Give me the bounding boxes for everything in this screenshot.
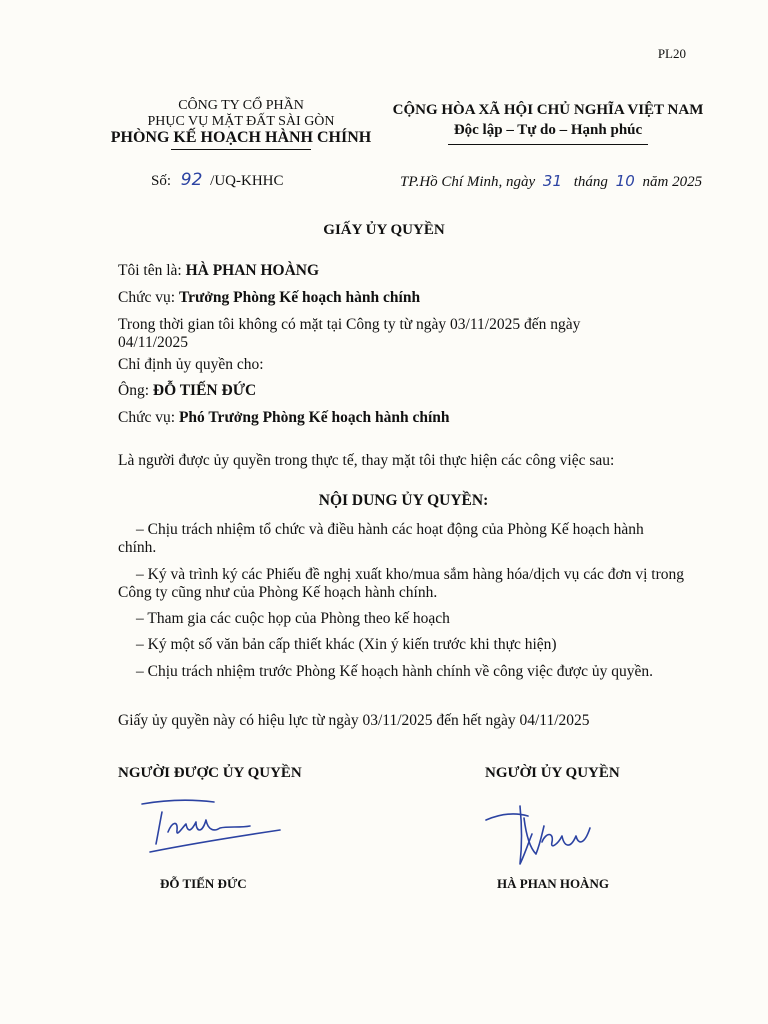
grantor-position-line <box>118 289 708 307</box>
designate-line: Chỉ định ủy quyền cho: <box>118 356 264 373</box>
number-suffix: /UQ-KHHC <box>210 173 284 189</box>
year-text: năm 2025 <box>642 174 703 190</box>
validity-text: Giấy ủy quyền này có hiệu lực từ ngày 03/11/2025 đến hết ngày 04/11/2025 <box>118 712 590 729</box>
handwritten-month: 10 <box>615 172 635 190</box>
company-line-1: CÔNG TY CỔ PHẦN <box>178 98 304 113</box>
grantor-printed-name: HÀ PHAN HOÀNG <box>497 876 609 891</box>
grantor-signature-title: NGƯỜI ỦY QUYỀN <box>485 765 620 781</box>
intro-text: Là người được ủy quyền trong thực tế, thay mặt tôi thực hiện các công việc sau: <box>118 452 615 469</box>
grantee-name-line <box>118 382 708 400</box>
grantee-signature-title: NGƯỜI ĐƯỢC ỦY QUYỀN <box>118 765 302 781</box>
company-header <box>100 98 382 150</box>
document-code: PL20 <box>657 46 686 61</box>
section-title: NỘI DUNG ỦY QUYỀN: <box>318 492 489 509</box>
grantor-signature-image <box>480 798 610 878</box>
document-date <box>400 172 702 191</box>
grantor-position: Trưởng Phòng Kế hoạch hành chính <box>178 289 421 306</box>
document-number <box>151 170 284 190</box>
company-line-2: PHỤC VỤ MẶT ĐẤT SÀI GÒN <box>147 114 335 129</box>
grantee-name-label: Ông: <box>118 382 149 399</box>
month-label: tháng <box>573 174 608 190</box>
grantee-name: ĐỖ TIẾN ĐỨC <box>152 382 257 399</box>
grantee-position-line <box>118 409 708 427</box>
list-item: – Ký một số văn bản cấp thiết khác (Xin ý kiến trước khi thực hiện) <box>136 636 557 653</box>
national-header <box>392 100 704 145</box>
grantor-name-label: Tôi tên là: <box>118 262 182 279</box>
list-item: – Chịu trách nhiệm trước Phòng Kế hoạch hành chính về công việc được ủy quyền. <box>136 663 654 680</box>
grantee-printed-name: ĐỖ TIẾN ĐỨC <box>160 876 247 891</box>
grantee-position: Phó Trưởng Phòng Kế hoạch hành chính <box>178 409 450 426</box>
grantee-signature-image <box>130 790 290 860</box>
absence-period: Trong thời gian tôi không có mặt tại Công ty từ ngày 03/11/2025 đến ngày 04/11/2025 <box>118 316 581 351</box>
grantor-name-line <box>118 262 708 280</box>
grantee-position-label: Chức vụ: <box>118 409 176 426</box>
header-divider <box>171 149 311 150</box>
list-item: – Tham gia các cuộc họp của Phòng theo kế hoạch <box>136 610 450 627</box>
handwritten-day: 31 <box>542 172 562 190</box>
department-name: PHÒNG KẾ HOẠCH HÀNH CHÍNH <box>110 129 372 146</box>
list-item: – Ký và trình ký các Phiếu đề nghị xuất kho/mua sắm hàng hóa/dịch vụ các đơn vị trong Công ty cũng như của Phòng Kế hoạch hành chính. <box>118 566 684 601</box>
motto-underline <box>448 144 648 145</box>
nation-motto: Độc lập – Tự do – Hạnh phúc <box>453 122 643 138</box>
date-prefix: TP.Hồ Chí Minh, ngày <box>400 174 536 190</box>
list-item: – Chịu trách nhiệm tổ chức và điều hành các hoạt động của Phòng Kế hoạch hành chính. <box>118 521 644 556</box>
grantor-position-label: Chức vụ: <box>118 289 176 306</box>
nation-title: CỘNG HÒA XÃ HỘI CHỦ NGHĨA VIỆT NAM <box>392 102 704 118</box>
number-prefix: Số: <box>151 173 172 189</box>
document-title: GIẤY ỦY QUYỀN <box>323 222 445 238</box>
handwritten-number: 92 <box>180 170 203 190</box>
grantor-name: HÀ PHAN HOÀNG <box>185 262 320 279</box>
